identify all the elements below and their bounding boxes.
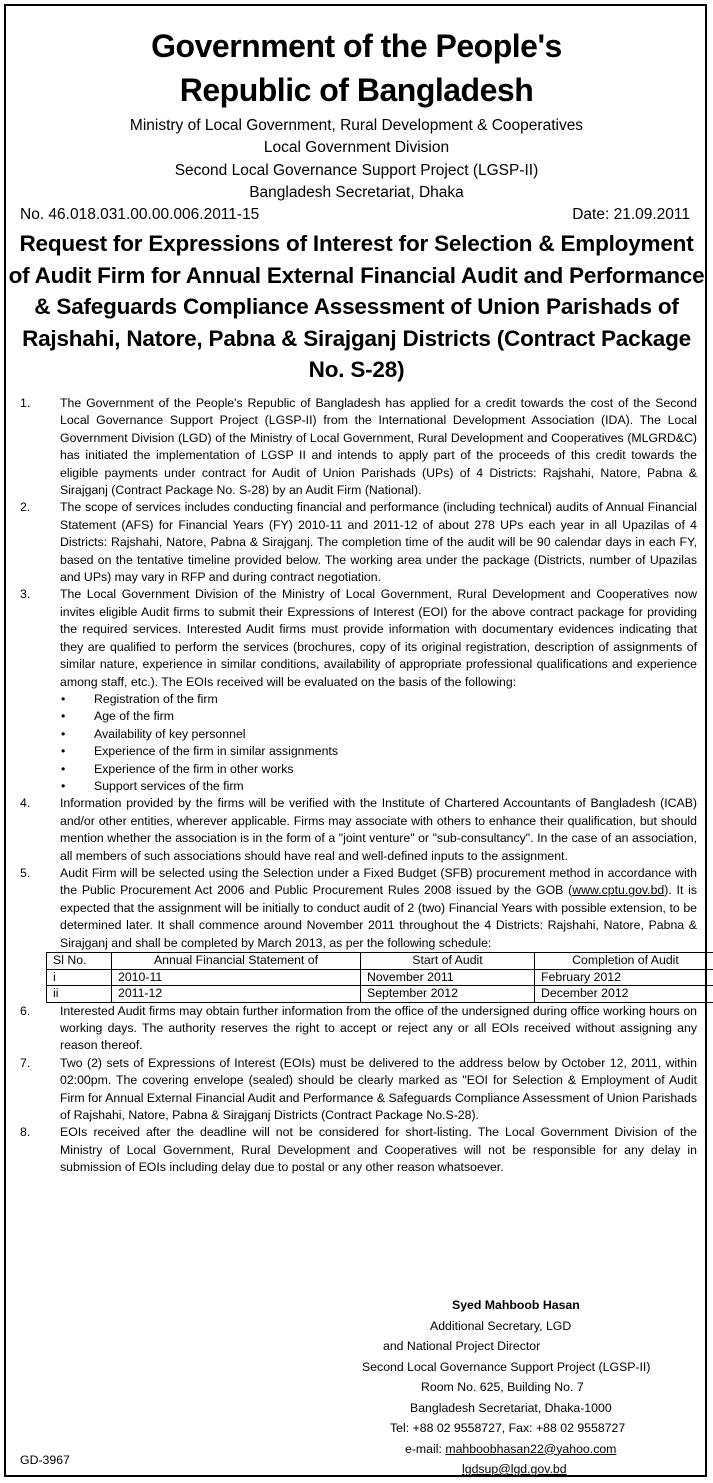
list-item	[20, 691, 697, 708]
signatory-phone: Tel: +88 02 9558727, Fax: +88 02 9558727	[390, 1421, 626, 1435]
paragraph-number: 5.	[20, 865, 31, 880]
list-item	[20, 761, 697, 778]
signatory-room: Room No. 625, Building No. 7	[421, 1380, 584, 1394]
paragraph-number: 4.	[20, 796, 31, 811]
table-cell: ii	[47, 986, 112, 1003]
paragraph-number: 1.	[20, 396, 31, 410]
list-item	[20, 708, 697, 725]
paragraph-text: EOIs received after the deadline will not be considered for short-listing. The Local Government Division of the Ministry of Local Government, Rural Development and Cooperatives will not be responsible for any delay in submission of EOIs including delay due to postal or any other reason whatsoever.	[60, 1125, 697, 1175]
bullet-icon: •	[61, 709, 66, 724]
table-cell: November 2011	[361, 969, 535, 986]
signatory-title: Additional Secretary, LGD	[430, 1318, 572, 1333]
header-division: Local Government Division	[263, 139, 450, 156]
email-link-yahoo[interactable]: mahboobhasan22@yahoo.com	[445, 1441, 617, 1456]
paragraph-number: 8.	[20, 1125, 31, 1140]
bullet-icon: •	[61, 691, 66, 706]
paragraph-number: 6.	[20, 1003, 31, 1018]
signatory-project: Second Local Governance Support Project (LGSP-II)	[362, 1359, 651, 1374]
email-link-lgd[interactable]: lgdsup@lgd.gov.bd	[462, 1462, 567, 1476]
table-header-row	[47, 953, 713, 970]
table-cell: 2010-11	[112, 969, 361, 986]
paragraph-text: Information provided by the firms will be verified with the Institute of Chartered Accountants of Bangladesh (ICAB) and/or other entities, wherever applicable. Firms may associate with others to enhance their qualification, but should mention whether the association is in the form of a "joint venture" or "sub-consultancy". In the case of an association, all members of such associations should have real and well-defined inputs to the assignment.	[60, 796, 697, 863]
paragraph-3	[20, 586, 697, 690]
header-project: Second Local Governance Support Project (LGSP-II)	[174, 162, 539, 179]
paragraph-2	[20, 499, 697, 586]
paragraph-text: Audit Firm will be selected using the Selection under a Fixed Budget (SFB) procurement method in accordance with the Public Procurement Act 2006 and Public Procurement Rules 2008 issued by the GOB (	[60, 865, 697, 898]
notice-title: Request for Expressions of Interest for Selection & Employment of Audit Firm for Annual External Financial Audit and Performance & Safeguards Compliance Assessment of Union Parishads of Rajshahi, Natore, Pabna & Sirajganj Districts (Contract Package No. S-28)	[8, 231, 705, 382]
paragraph-text: The scope of services includes conducting financial and performance (including technical) audits of Annual Financial Statement (AFS) for Financial Years (FY) 2010-11 and 2011-12 of about 278 UPs each year in all Upazilas of 4 Districts: Rajshahi, Natore, Pabna & Sirajganj. The completion time of the audit will be 90 calendar days in each FY, based on the tentative timeline provided below. The working area under the package (Districts, number of Upazilas and UPs) may vary in RFP and during contract negotiation.	[60, 500, 697, 585]
list-item-text: Support services of the firm	[94, 778, 244, 793]
list-item-text: Availability of key personnel	[94, 726, 246, 741]
signatory-role: and National Project Director	[383, 1339, 541, 1353]
table-cell: 2011-12	[112, 986, 361, 1003]
paragraph-4	[20, 795, 697, 865]
list-item-text: Experience of the firm in other works	[94, 761, 294, 776]
paragraph-1	[20, 395, 697, 499]
bullet-icon: •	[61, 726, 66, 741]
column-header: Start of Audit	[361, 953, 535, 970]
signatory-address: Bangladesh Secretariat, Dhaka-1000	[410, 1400, 612, 1415]
header-republic: Republic of Bangladesh	[179, 72, 534, 108]
paragraph-5	[20, 865, 697, 952]
signatory-email	[280, 1439, 713, 1460]
list-item-text: Experience of the firm in similar assignments	[94, 744, 338, 759]
header-ministry: Ministry of Local Government, Rural Development & Cooperatives	[129, 117, 584, 134]
paragraph-7	[20, 1055, 697, 1125]
footer-code: GD-3967	[20, 1453, 70, 1467]
list-item-text: Registration of the firm	[94, 691, 218, 706]
paragraph-6	[20, 1003, 697, 1055]
bullet-icon: •	[61, 761, 66, 776]
list-item	[20, 726, 697, 743]
signatory-email-2	[280, 1459, 713, 1480]
paragraph-number: 7.	[20, 1055, 31, 1070]
table-cell: February 2012	[535, 969, 713, 986]
list-item	[20, 743, 697, 760]
signatory-name: Syed Mahboob Hasan	[452, 1298, 580, 1312]
table-cell: December 2012	[535, 986, 713, 1003]
list-item-text: Age of the firm	[94, 709, 174, 724]
evaluation-criteria-list	[20, 691, 697, 795]
table-row	[47, 969, 713, 986]
paragraph-text: Interested Audit firms may obtain further information from the office of the undersigned during office working hours on working days. The authority reserves the right to accept or reject any or all EOIs received without assigning any reason thereof.	[60, 1003, 697, 1053]
header-secretariat: Bangladesh Secretariat, Dhaka	[249, 184, 464, 201]
bullet-icon: •	[61, 744, 66, 759]
paragraph-text: ). It is expected that the assignment will be initially to conduct audit of 2 (two) Financial Years with possible extension, to be determined later. It shall commence around November 2011 throughout the 4 Districts: Rajshahi, Natore, Pabna & Sirajganj and shall be completed by March 2013, as per the following schedule:	[60, 883, 697, 950]
reference-number: No. 46.018.031.00.00.006.2011-15	[20, 206, 260, 223]
paragraph-number: 2.	[20, 500, 31, 515]
paragraph-text: Two (2) sets of Expressions of Interest (EOIs) must be delivered to the address below by October 12, 2011, within 02:00pm. The covering envelope (sealed) should be clearly marked as "EOI for Selection & Employment of Audit Firm for Annual External Financial Audit and Performance & Safeguards Compliance Assessment of Union Parishads of Rajshahi, Natore, Pabna & Sirajganj Districts (Contract Package No.S-28).	[60, 1055, 697, 1122]
paragraph-number: 3.	[20, 587, 31, 602]
header-government: Government of the People's	[151, 28, 562, 64]
notice-body	[20, 395, 697, 1177]
paragraph-text: The Local Government Division of the Ministry of Local Government, Rural Development and Cooperatives now invites eligible Audit firms to submit their Expressions of Interest (EOI) for the above contract package for providing the required services. Interested Audit firms must provide information with documentary evidences indicating that they are qualified to perform the services (brochures, copy of its original registration, description of assignments of similar nature, experience in similar conditions, availability of appropriate professional qualifications and experience among staff, etc.). The EOIs received will be evaluated on the basis of the following:	[60, 587, 697, 689]
email-label: e-mail:	[405, 1441, 446, 1456]
cptu-website-link[interactable]: www.cptu.gov.bd	[572, 883, 665, 898]
table-cell: September 2012	[361, 986, 535, 1003]
paragraph-text: The Government of the People's Republic of Bangladesh has applied for a credit towards the cost of the Second Local Governance Support Project (LGSP-II) from the International Development Association (IDA). The Local Government Division (LGD) of the Ministry of Local Government, Rural Development and Cooperatives (MLGRD&C) has initiated the implementation of LGSP II and intends to apply part of the proceeds of this credit towards the eligible payments under contract for Audit of Union Parishads (UPs) of 4 Districts: Rajshahi, Natore, Pabna & Sirajganj (Contract Package No. S-28) by an Audit Firm (National).	[60, 396, 697, 498]
table-cell: i	[47, 969, 112, 986]
column-header: Annual Financial Statement of	[112, 953, 361, 970]
audit-schedule-table	[46, 952, 713, 1003]
paragraph-8	[20, 1124, 697, 1176]
table-row	[47, 986, 713, 1003]
list-item	[20, 778, 697, 795]
notice-date: Date: 21.09.2011	[572, 206, 690, 223]
bullet-icon: •	[61, 778, 66, 793]
column-header: Completion of Audit	[535, 953, 713, 970]
column-header: Sl No.	[47, 953, 112, 970]
signature-block	[280, 1295, 713, 1480]
